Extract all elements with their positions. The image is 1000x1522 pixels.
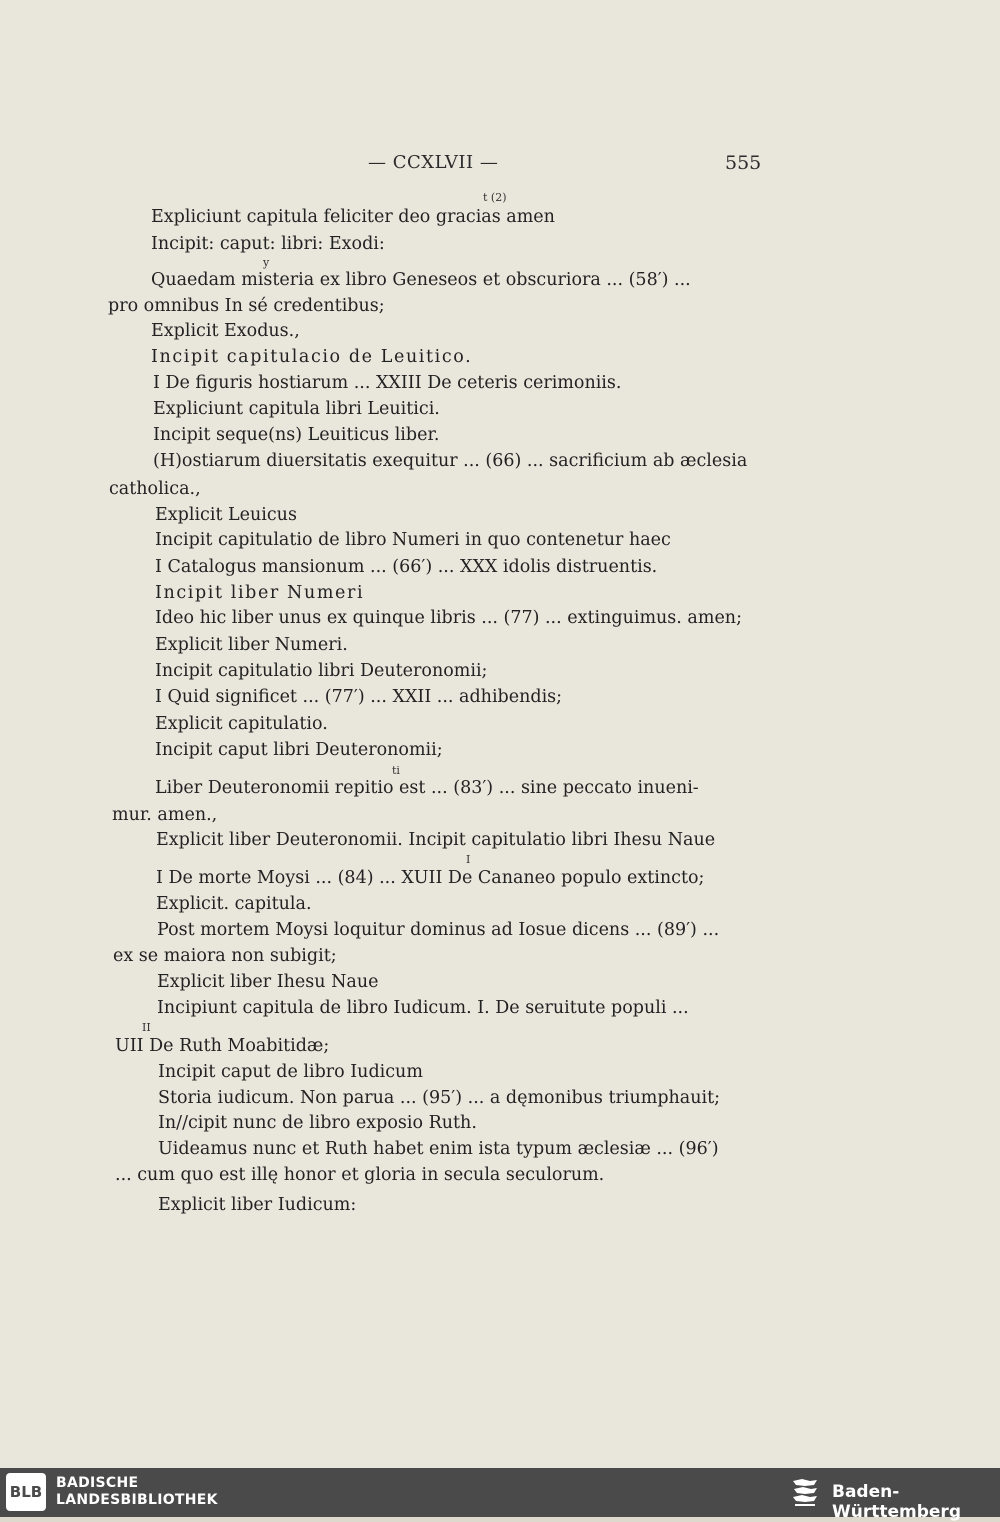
superscript-note: I: [466, 853, 471, 866]
library-name-line1: BADISCHE: [56, 1475, 139, 1491]
superscript-note: t (2): [483, 191, 507, 204]
baden-wuerttemberg-lions-icon: [790, 1477, 820, 1509]
text-line: Quaedam misteria ex libro Geneseos et obscuriora ... (58′) ...: [151, 270, 691, 290]
text-line: Expliciunt capitula libri Leuitici.: [153, 399, 440, 419]
text-line: Incipit liber Numeri: [155, 583, 365, 603]
text-line: Explicit Exodus.,: [151, 321, 300, 341]
text-line: Explicit liber Deuteronomii. Incipit capitulatio libri Ihesu Naue: [156, 830, 716, 850]
text-line: Ideo hic liber unus ex quinque libris ... (77) ... extinguimus. amen;: [155, 608, 742, 628]
text-line: I Quid significet ... (77′) ... XXII ... adhibendis;: [155, 687, 563, 707]
text-line: Explicit Leuicus: [155, 505, 297, 525]
text-line: Explicit liber Numeri.: [155, 635, 348, 655]
text-line: Liber Deuteronomii repitio est ... (83′) ... sine peccato inueni-: [155, 778, 699, 798]
text-line: catholica.,: [109, 479, 201, 499]
text-line: Incipiunt capitula de libro Iudicum. I. De seruitute populi ...: [157, 998, 689, 1018]
text-line: Explicit liber Iudicum:: [158, 1195, 357, 1215]
page-number: 555: [725, 152, 762, 174]
text-line: Incipit capitulacio de Leuitico.: [151, 347, 473, 367]
text-line: I De figuris hostiarum ... XXIII De ceteris cerimoniis.: [153, 373, 622, 393]
text-line: ... cum quo est illę honor et gloria in secula seculorum.: [115, 1165, 605, 1185]
text-line: Incipit: caput: libri: Exodi:: [151, 234, 385, 254]
text-line: (H)ostiarum diuersitatis exequitur ... (66) ... sacrificium ab æclesia: [153, 451, 748, 471]
text-line: Incipit caput libri Deuteronomii;: [155, 740, 443, 760]
text-line: Explicit. capitula.: [156, 894, 312, 914]
text-line: mur. amen.,: [112, 805, 218, 825]
superscript-note: II: [142, 1021, 151, 1034]
text-line: Incipit seque(ns) Leuiticus liber.: [153, 425, 440, 445]
superscript-note: ti: [392, 764, 400, 777]
text-line: UII De Ruth Moabitidæ;: [115, 1036, 330, 1056]
text-line: Expliciunt capitula feliciter deo gracias amen: [151, 207, 555, 227]
blb-logo-icon[interactable]: BLB: [6, 1473, 46, 1511]
text-line: Incipit capitulatio de libro Numeri in quo contenetur haec: [155, 530, 671, 550]
footer-bar: [0, 1468, 1000, 1522]
library-name[interactable]: [56, 1475, 218, 1509]
text-line: I Catalogus mansionum ... (66′) ... XXX idolis distruentis.: [155, 557, 658, 577]
text-line: Storia iudicum. Non parua ... (95′) ... a dęmonibus triumphauit;: [158, 1088, 721, 1108]
text-line: Explicit capitulatio.: [155, 714, 328, 734]
text-line: Incipit capitulatio libri Deuteronomii;: [155, 661, 488, 681]
text-line: pro omnibus In sé credentibus;: [108, 296, 385, 316]
text-line: I De morte Moysi ... (84) ... XUII De Cananeo populo extincto;: [156, 868, 705, 888]
text-line: Post mortem Moysi loquitur dominus ad Iosue dicens ... (89′) ...: [157, 920, 720, 940]
text-line: ex se maiora non subigit;: [113, 946, 337, 966]
superscript-note: y: [263, 256, 270, 269]
text-line: Uideamus nunc et Ruth habet enim ista typum æclesiæ ... (96′): [158, 1139, 719, 1159]
text-line: Explicit liber Ihesu Naue: [157, 972, 379, 992]
text-line: Incipit caput de libro Iudicum: [158, 1062, 423, 1082]
library-name-line2: LANDESBIBLIOTHEK: [56, 1492, 218, 1508]
text-line: In//cipit nunc de libro exposio Ruth.: [158, 1113, 477, 1133]
running-title: — CCXLVII —: [368, 152, 499, 173]
state-name-link[interactable]: Baden-Württemberg: [832, 1482, 961, 1522]
